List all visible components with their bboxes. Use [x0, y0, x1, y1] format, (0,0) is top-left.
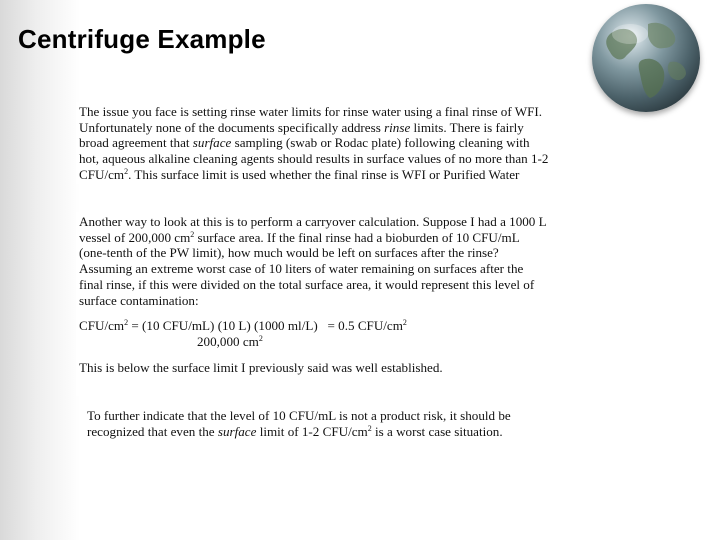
- worst-case-paragraph: [84, 406, 554, 448]
- paragraph-line: recognized that even the surface limit of 1-2 CFU/$cm^2$ is a worst case situation.: [87, 423, 503, 439]
- slide-title: Centrifuge Example: [18, 24, 266, 54]
- paragraph-line: surface contamination:: [79, 292, 199, 308]
- paragraph-line: vessel of 200,000 $cm^2$ surface area. If the final rinse had a bioburden of 10 CFU/mL: [79, 229, 520, 245]
- paragraph-line: (one-tenth of the PW limit), how much would be left on surfaces after the rinse?: [79, 245, 499, 261]
- paragraph-line: final rinse, if this were divided on the total surface area, it would represent this level of: [79, 276, 535, 292]
- equation-denominator: 200,000 $cm^2$: [197, 333, 263, 349]
- paragraph-line: hot, aqueous alkaline cleaning agents should results in surface values of no more than 1-2: [79, 151, 549, 167]
- globe-icon: [592, 4, 700, 112]
- paragraph-line: Assuming an extreme worst case of 10 liters of water remaining on surfaces after the: [79, 261, 524, 277]
- paragraph-line: CFU/$cm^2$. This surface limit is used whether the final rinse is WFI or Purified Water: [79, 166, 520, 182]
- rinse-limit-paragraph: [76, 102, 576, 184]
- paragraph-line: The issue you face is setting rinse water limits for rinse water using a final rinse of WFI.: [79, 104, 543, 119]
- paragraph-line: Unfortunately none of the documents specifically address rinse limits. There is fairly: [79, 119, 524, 135]
- conclusion-line: This is below the surface limit I previously said was well established.: [79, 359, 443, 375]
- paragraph-line: broad agreement that surface sampling (swab or Rodac plate) following cleaning with: [79, 135, 530, 151]
- equation-numerator: CFU/$cm^2 = (10$ CFU/mL) (10 L) (1000 ml/L) = 0.5 CFU/$cm^2$: [79, 318, 407, 334]
- paragraph-line: To further indicate that the level of 10 CFU/mL is not a product risk, it should be: [87, 408, 511, 423]
- paragraph-line: Another way to look at this is to perform a carryover calculation. Suppose I had a 1000 L: [79, 214, 547, 229]
- left-gradient-decoration: [0, 0, 80, 540]
- carryover-calculation-paragraph: [76, 212, 588, 396]
